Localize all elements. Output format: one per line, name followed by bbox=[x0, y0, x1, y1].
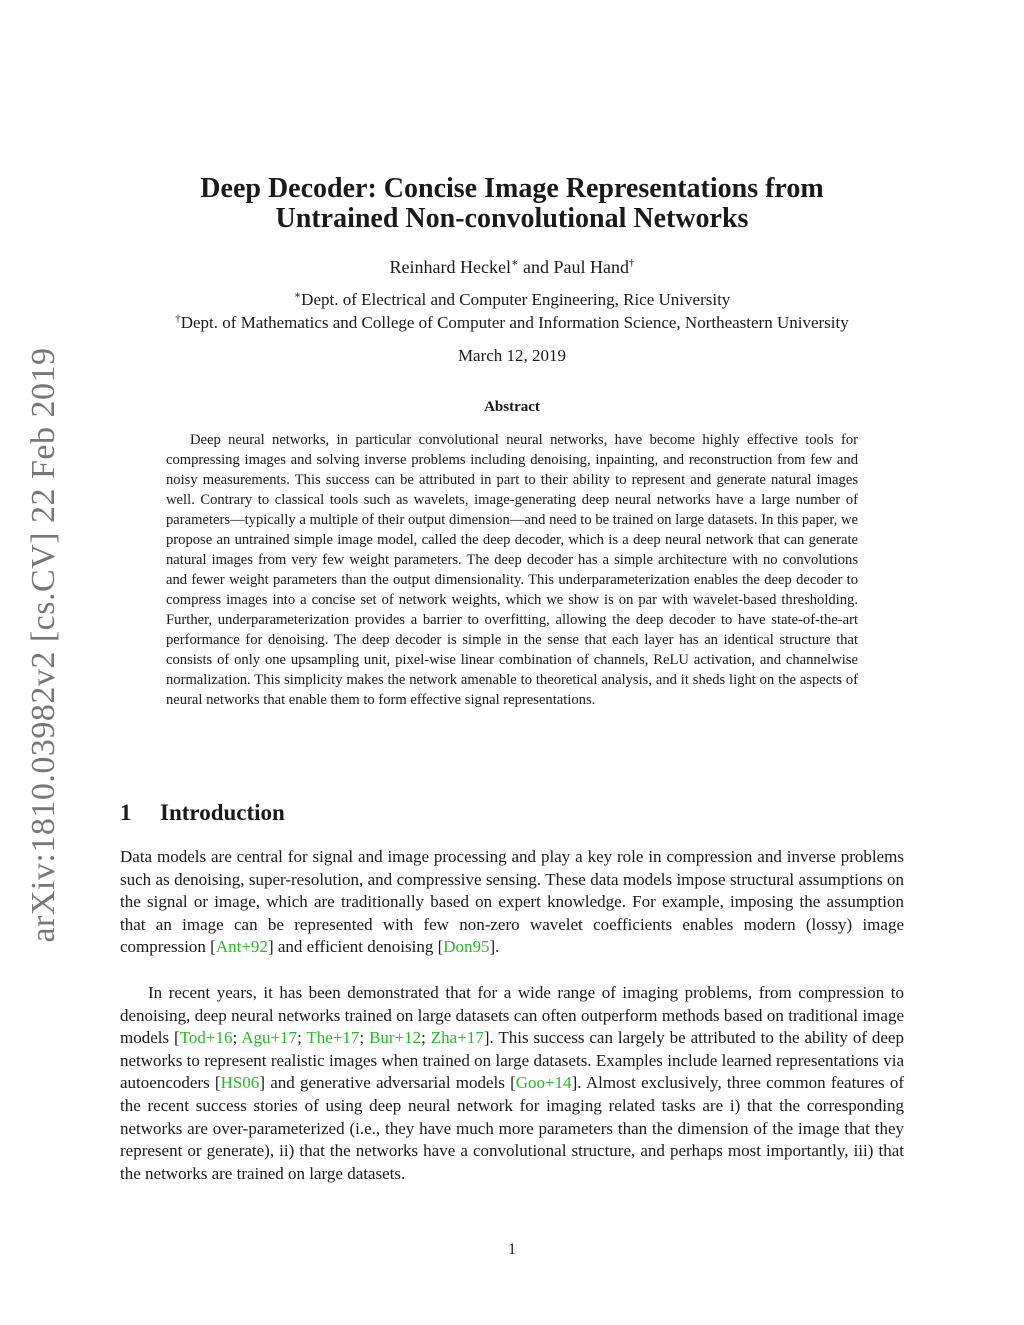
citation-link[interactable]: Goo+14 bbox=[515, 1073, 572, 1093]
section-heading bbox=[120, 800, 285, 826]
intro-paragraph-2 bbox=[120, 982, 904, 1185]
page-number: 1 bbox=[508, 1241, 516, 1258]
section-number: 1 bbox=[120, 800, 132, 825]
affiliation-1-text: Dept. of Electrical and Computer Engineering, Rice University bbox=[301, 290, 731, 309]
author-1-mark: ∗ bbox=[510, 257, 519, 269]
citation-link[interactable]: HS06 bbox=[220, 1073, 260, 1093]
citation-link[interactable]: Zha+17 bbox=[430, 1028, 484, 1048]
citation-link[interactable]: The+17 bbox=[306, 1028, 360, 1048]
section-title: Introduction bbox=[160, 800, 285, 825]
citation-link[interactable]: Don95 bbox=[443, 937, 490, 957]
affiliation-1 bbox=[0, 290, 1024, 310]
abstract-heading: Abstract bbox=[484, 399, 540, 415]
text-run: ]. Almost exclusively, three common features of the recent success stories of using deep neural network for imaging related tasks are i) that the corresponding networks are over-parameterized (i.e., they have much more parameters than the dimension of the image that they represent or generate), ii) that the networks have a convolutional structure, and perhaps most importantly, iii) that the networks are trained on large datasets. bbox=[120, 1073, 905, 1183]
paper-title bbox=[0, 174, 1024, 234]
text-run: ; bbox=[232, 1028, 242, 1048]
citation-link[interactable]: Tod+16 bbox=[179, 1028, 233, 1048]
text-run: ]. This success can largely be attributed to the ability of deep networks to represent realistic images when trained on large datasets. Examples include learned representations via autoencoders [ bbox=[120, 1028, 904, 1093]
text-run: In recent years, it has been demonstrated that for a wide range of imaging problems, from compression to denoising, deep neural networks trained on large datasets can often outperform methods based on traditional image models [ bbox=[120, 983, 904, 1048]
text-run: ; bbox=[359, 1028, 370, 1048]
title-line-1: Deep Decoder: Concise Image Representations from bbox=[200, 173, 824, 204]
abstract-text: Deep neural networks, in particular convolutional neural networks, have become highly effective tools for compressing images and solving inverse problems including denoising, inpainting, and reconstruction from few and noisy measurements. This success can be attributed in part to their ability to represent and generate natural images well. Contrary to classical tools such as wavelets, image-generating deep neural networks have a large number of parameters—typically a multiple of their output dimension—and need to be trained on large datasets. In this paper, we propose an untrained simple image model, called the deep decoder, which is a deep neural network that can generate natural images from very few weight parameters. The deep decoder has a simple architecture with no convolutions and fewer weight parameters than the output dimensionality. This underparameterization enables the deep decoder to compress images into a concise set of network weights, which we show is on par with wavelet-based thresholding. Further, underparameterization provides a barrier to overfitting, allowing the deep decoder to have state-of-the-art performance for denoising. The deep decoder is simple in the sense that each layer has an identical structure that consists of only one upsampling unit, pixel-wise linear combination of channels, ReLU activation, and channelwise normalization. This simplicity makes the network amenable to theoretical analysis, and it sheds light on the aspects of neural networks that enable them to form effective signal representations. bbox=[166, 432, 858, 708]
affiliation-2-text: Dept. of Mathematics and College of Computer and Information Science, Northeastern University bbox=[180, 313, 849, 332]
paper-date: March 12, 2019 bbox=[457, 346, 567, 365]
text-run: ; bbox=[297, 1028, 307, 1048]
text-run: Data models are central for signal and image processing and play a key role in compression and inverse problems such as denoising, super-resolution, and compressive sensing. These data models impose structural assumptions on the signal or image, which are traditionally based on expert knowledge. For example, imposing the assumption that an image can be represented with few non-zero wavelet coefficients enables modern (lossy) image compression [ bbox=[120, 847, 904, 957]
text-run: ; bbox=[421, 1028, 431, 1048]
citation-link[interactable]: Ant+92 bbox=[215, 937, 268, 957]
citation-link[interactable]: Agu+17 bbox=[241, 1028, 298, 1048]
author-joiner: and bbox=[518, 257, 554, 277]
author-2: Paul Hand bbox=[553, 257, 629, 277]
text-run: ] and efficient denoising [ bbox=[267, 937, 444, 957]
arxiv-identifier-stamp: arXiv:1810.03982v2 [cs.CV] 22 Feb 2019 bbox=[25, 347, 62, 943]
text-run: ]. bbox=[489, 937, 500, 957]
affiliation-2 bbox=[0, 313, 1024, 333]
text-run: ] and generative adversarial models [ bbox=[259, 1073, 516, 1093]
affiliation-2-mark: † bbox=[175, 312, 181, 325]
affiliation-1-mark: ∗ bbox=[293, 289, 302, 302]
author-2-mark: † bbox=[628, 257, 635, 269]
author-line bbox=[0, 257, 1024, 278]
author-1: Reinhard Heckel bbox=[389, 257, 511, 277]
intro-paragraph-1 bbox=[120, 846, 904, 959]
citation-link[interactable]: Bur+12 bbox=[369, 1028, 422, 1048]
title-line-2: Untrained Non-convolutional Networks bbox=[275, 203, 749, 234]
